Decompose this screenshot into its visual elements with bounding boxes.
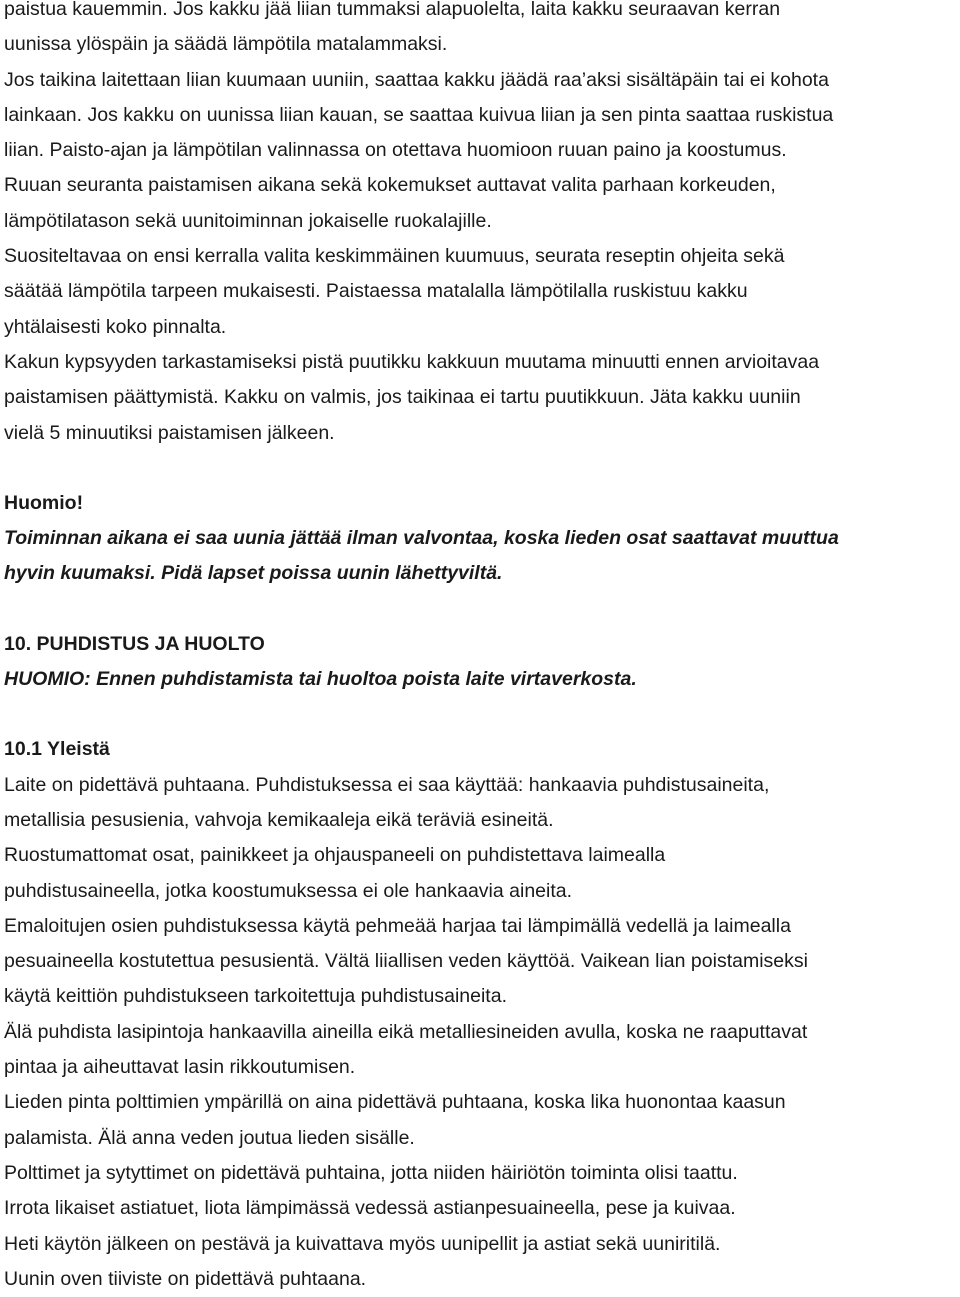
section-heading: 10. PUHDISTUS JA HUOLTO [4,632,265,655]
body-text-line: Emaloitujen osien puhdistuksessa käytä pehmeää harjaa tai lämpimällä vedellä ja laimealla [4,914,791,937]
subsection-heading: 10.1 Yleistä [4,738,110,761]
body-text-line: palamista. Älä anna veden joutua lieden sisälle. [4,1126,415,1149]
body-text-line: Suositeltavaa on ensi kerralla valita keskimmäinen kuumuus, seurata reseptin ohjeita sekä [4,245,785,268]
spacer [4,592,956,627]
body-text-line: vielä 5 minuutiksi paistamisen jälkeen. [4,421,335,444]
body-text-line: käytä keittiön puhdistukseen tarkoitettuja puhdistusaineita. [4,985,507,1008]
body-text-line: paistamisen päättymistä. Kakku on valmis, jos taikinaa ei tartu puutikkuun. Jäta kakku uuniin [4,386,801,409]
section-10 [4,627,956,698]
document-page [4,0,956,1297]
body-text-line: yhtälaisesti koko pinnalta. [4,315,227,338]
body-text-line: Ruostumattomat osat, painikkeet ja ohjauspaneeli on puhdistettava laimealla [4,844,666,867]
body-text-line: lainkaan. Jos kakku on uunissa liian kauan, se saattaa kuivua liian ja sen pinta saattaa ruskistua [4,103,834,126]
warning-text-line: Toiminnan aikana ei saa uunia jättää ilman valvontaa, koska lieden osat saattavat muuttua [4,527,839,550]
body-text-line: Ruuan seuranta paistamisen aikana sekä kokemukset auttavat valita parhaan korkeuden, [4,174,776,197]
warning-section [4,486,956,592]
body-text-line: liian. Paisto-ajan ja lämpötilan valinnassa on otettava huomioon ruuan paino ja koostumus. [4,139,787,162]
body-text-line: Jos taikina laitettaan liian kuumaan uuniin, saattaa kakku jäädä raa’aksi sisältäpäin tai ei kohota [4,68,829,91]
body-text-line: paistua kauemmin. Jos kakku jää liian tummaksi alapuolelta, laita kakku seuraavan kerran [4,0,781,20]
body-text-line: Irrota likaiset astiatuet, liota lämpimässä vedessä astianpesuaineella, pese ja kuivaa. [4,1197,736,1220]
body-text-line: Uunin oven tiiviste on pidettävä puhtaana. [4,1267,367,1290]
body-text-line: Laite on pidettävä puhtaana. Puhdistuksessa ei saa käyttää: hankaavia puhdistusaineita, [4,773,770,796]
body-text-line: Heti käytön jälkeen on pestävä ja kuivattava myös uunipellit ja astiat sekä uuniritilä. [4,1232,721,1255]
body-text-line: pesuaineella kostutettua pesusientä. Vältä liiallisen veden käyttöä. Vaikean lian poistamiseksi [4,950,808,973]
warning-text-line: hyvin kuumaksi. Pidä lapset poissa uunin lähettyviltä. [4,562,503,585]
body-text-line: uunissa ylöspäin ja säädä lämpötila matalammaksi. [4,33,448,56]
body-text-line: Lieden pinta polttimien ympärillä on aina pidettävä puhtaana, koska lika huonontaa kaasun [4,1091,786,1114]
body-text-line: säätää lämpötila tarpeen mukaisesti. Paistaessa matalalla lämpötilalla ruskistuu kakku [4,280,748,303]
section-note: HUOMIO: Ennen puhdistamista tai huoltoa poista laite virtaverkosta. [4,668,637,691]
intro-section [4,0,956,451]
section-10-1 [4,732,956,1297]
body-text-line: Polttimet ja sytyttimet on pidettävä puhtaina, jotta niiden häiriötön toiminta olisi taattu. [4,1161,738,1184]
body-text-line: Kakun kypsyyden tarkastamiseksi pistä puutikku kakkuun muutama minuutti ennen arvioitavaa [4,350,820,373]
body-text-line: lämpötilatason sekä uunitoiminnan jokaiselle ruokalajille. [4,209,492,232]
body-text-line: pintaa ja aiheuttavat lasin rikkoutumisen. [4,1056,356,1079]
spacer [4,451,956,486]
spacer [4,697,956,732]
body-text-line: Älä puhdista lasipintoja hankaavilla aineilla eikä metalliesineiden avulla, koska ne raaputtavat [4,1020,808,1043]
body-text-line: puhdistusaineella, jotka koostumuksessa ei ole hankaavia aineita. [4,879,573,902]
warning-title: Huomio! [4,491,84,514]
body-text-line: metallisia pesusienia, vahvoja kemikaaleja eikä teräviä esineitä. [4,808,554,831]
